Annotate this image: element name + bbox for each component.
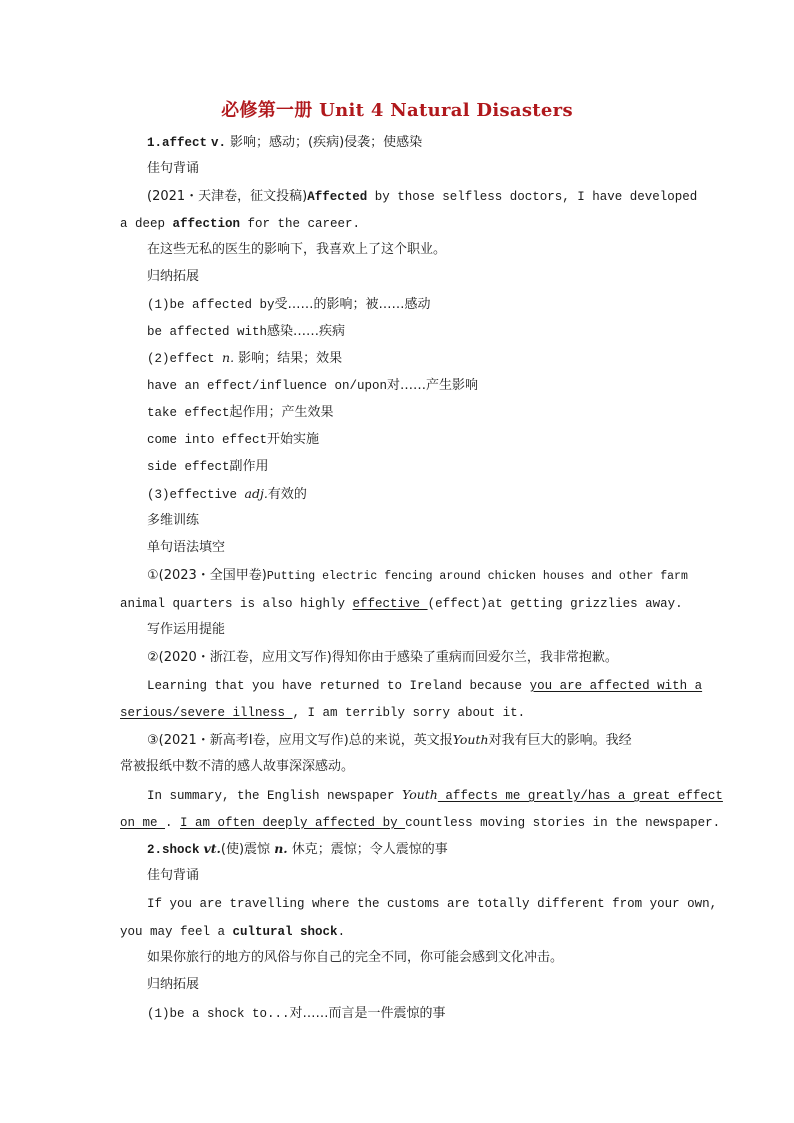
example-text: by those selfless doctors, I have developed [367,190,698,204]
entry-affect-heading [147,133,676,152]
phrase-en: (1)be a shock to... [147,1007,290,1021]
newspaper-name: Youth [402,787,438,802]
exercise-text: . [165,816,181,830]
answer-blank: effective [352,597,428,611]
entry-pos: n. [274,841,288,856]
newspaper-name: Youth [452,732,489,747]
exercise-text: Learning that you have returned to Ireland because [147,679,530,693]
keyword: Affected [307,190,368,204]
phrase-cn: 开始实施 [267,432,320,447]
example-sentence-line [147,187,698,206]
phrase-pos: n. [222,350,235,365]
example-text: . [337,925,346,939]
phrase-cn: 感染……疾病 [267,324,346,339]
phrase-en: come into effect [147,433,268,447]
phrase-cn: 影响；结果；效果 [234,351,343,366]
exercise-line [120,594,683,613]
phrase-item [147,295,676,314]
exercise-prompt: 常被报纸中数不清的感人故事深深感动。 [120,759,355,774]
phrase-cn: 受……的影响；被……感动 [274,297,431,312]
phrase-cn: 对……产生影响 [387,378,479,393]
exercise-source: ①(2023・全国甲卷) [147,568,267,583]
answer-blank: you are affected with a [529,679,703,693]
page-title: 必修第一册 Unit 4 Natural Disasters [221,100,573,121]
exercise-line [120,813,721,832]
entry-number: 2. [147,843,163,857]
exercise-text: Putting electric fencing around chicken houses and other farm [266,570,688,583]
example-text: for the career. [240,217,361,231]
phrase-en: be affected with [147,325,268,339]
example-sentence-line [120,214,676,233]
phrase-item [147,376,676,395]
section-label: 佳句背诵 [147,161,200,176]
phrase-en: (1)be affected by [147,298,275,312]
answer-blank: on me [120,816,166,830]
phrase-item [147,485,676,504]
phrase-cn: 起作用；产生效果 [229,405,334,420]
phrase-item [147,1004,676,1023]
example-sentence-line: If you are travelling where the customs are totally different from your own, [147,897,718,911]
exercise-prompt: 总的来说，英文报 [348,733,453,748]
exercise-source: ②(2020・浙江卷，应用文写作) [147,650,332,665]
entry-definition: 休克；震惊；令人震惊的事 [287,842,448,857]
phrase-item [147,349,676,368]
exercise-line [147,786,723,805]
example-translation: 在这些无私的医生的影响下，我喜欢上了这个职业。 [147,242,447,257]
exercise-line [147,676,703,695]
exercise-text: (effect)at getting grizzlies away. [427,597,683,611]
section-label: 单句语法填空 [147,540,226,555]
entry-number: 1. [147,136,163,150]
exercise-text: In summary, the English newspaper [147,789,403,803]
phrase-en: (3)effective [147,488,245,502]
exercise-prompt: 对我有巨大的影响。我经 [488,733,632,748]
answer-blank: I am often deeply affected by [180,816,406,830]
example-sentence-line [120,922,676,941]
exercise-line [147,566,688,586]
section-label: 归纳拓展 [147,269,200,284]
phrase-item [147,430,676,449]
entry-shock-heading [147,840,676,859]
exercise-line [120,703,676,722]
phrase-item [147,457,676,476]
entry-pos: v. [211,136,227,150]
keyword: cultural shock [232,925,338,939]
phrase-pos: adj. [244,486,268,501]
exercise-line [147,731,676,750]
phrase-en: side effect [147,460,230,474]
exercise-text: animal quarters is also highly [120,597,353,611]
exercise-line [147,648,676,667]
entry-pos: vt. [203,841,221,856]
entry-word: affect [162,136,208,150]
phrase-cn: 对……而言是一件震惊的事 [289,1006,446,1021]
section-label: 多维训练 [147,513,200,528]
answer-blank: affects me greatly/has a great effect [437,789,723,803]
entry-definition: 影响；感动；(疾病)侵袭；使感染 [230,135,423,150]
phrase-item [147,322,676,341]
phrase-cn: 有效的 [267,487,307,502]
example-source: (2021・天津卷，征文投稿) [147,189,308,204]
section-label: 写作运用提能 [147,622,226,637]
phrase-en: have an effect/influence on/upon [147,379,388,393]
phrase-en: take effect [147,406,230,420]
example-text: you may feel a [120,925,233,939]
phrase-en: (2)effect [147,352,223,366]
keyword: affection [172,217,241,231]
exercise-source: ③(2021・新高考Ⅰ卷，应用文写作) [147,733,349,748]
entry-definition: (使)震惊 [220,842,275,857]
phrase-cn: 副作用 [229,459,269,474]
exercise-text: , I am terribly sorry about it. [292,706,526,720]
exercise-text: countless moving stories in the newspaper. [405,816,721,830]
answer-blank: serious/severe illness [120,706,293,720]
exercise-prompt: 得知你由于感染了重病而回爱尔兰，我非常抱歉。 [331,650,618,665]
entry-word: shock [162,843,200,857]
section-label: 归纳拓展 [147,977,200,992]
example-translation: 如果你旅行的地方的风俗与你自己的完全不同，你可能会感到文化冲击。 [147,950,564,965]
section-label: 佳句背诵 [147,868,200,883]
example-text: a deep [120,217,173,231]
phrase-item [147,403,676,422]
